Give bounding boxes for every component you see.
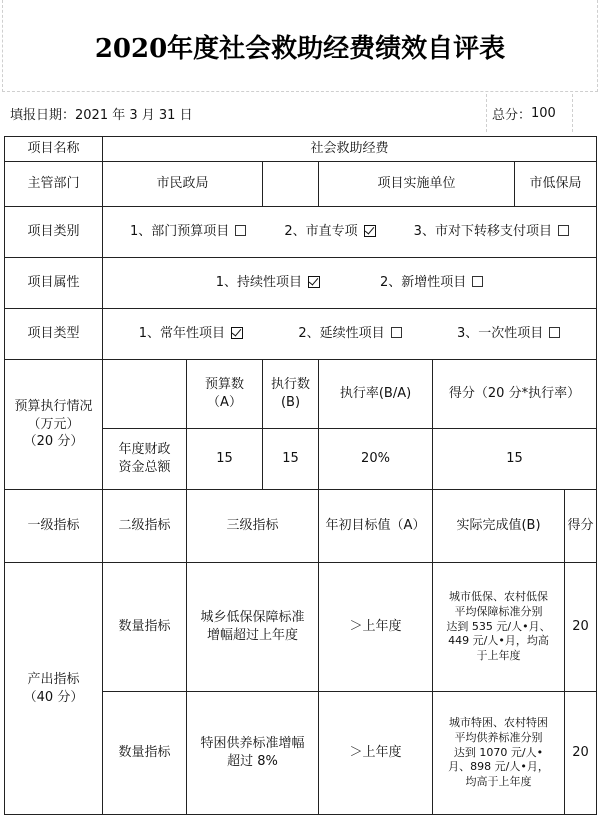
budget-label: 预算执行情况 （万元） （20 分） bbox=[5, 360, 103, 490]
table-row bbox=[5, 563, 597, 692]
target-cell: ＞上年度 bbox=[319, 692, 433, 815]
level3-cell: 城乡低保保障标准 增幅超过上年度 bbox=[187, 563, 319, 692]
actual-cell: 城市低保、农村低保 平均保障标准分别 达到 535 元/人•月、 449 元/人•月，均高 于上年度 bbox=[433, 563, 565, 692]
rate-value: 20% bbox=[319, 429, 433, 490]
budget-col-exec: 执行数 (B) bbox=[263, 360, 319, 429]
level3-cell: 特困供养标准增幅 超过 8% bbox=[187, 692, 319, 815]
page-title: 2020年度社会救助经费绩效自评表 bbox=[94, 33, 506, 64]
type-label: 项目类型 bbox=[5, 309, 103, 360]
budget-blank bbox=[103, 360, 187, 429]
impl-value: 市低保局 bbox=[515, 162, 597, 207]
dept-blank bbox=[263, 162, 319, 207]
level2-cell: 数量指标 bbox=[103, 563, 187, 692]
meta-divider-right bbox=[572, 94, 573, 132]
impl-label: 项目实施单位 bbox=[319, 162, 515, 207]
score-cell: 20 bbox=[565, 563, 597, 692]
checkbox-icon bbox=[549, 327, 560, 338]
fill-date bbox=[10, 94, 193, 132]
category-options bbox=[103, 207, 597, 258]
category-label: 项目类别 bbox=[5, 207, 103, 258]
project-name-value: 社会救助经费 bbox=[103, 137, 597, 162]
type-row bbox=[5, 309, 597, 360]
category-option-3[interactable]: 3、市对下转移支付项目 bbox=[414, 223, 569, 241]
dept-label: 主管部门 bbox=[5, 162, 103, 207]
score-cell: 20 bbox=[565, 692, 597, 815]
type-options bbox=[103, 309, 597, 360]
type-option-1[interactable]: 1、常年性项目 bbox=[139, 325, 243, 343]
checkbox-icon bbox=[391, 327, 402, 338]
category-option-1[interactable]: 1、部门预算项目 bbox=[130, 223, 246, 241]
category-option-2[interactable]: 2、市直专项 bbox=[284, 223, 375, 241]
checkbox-checked-icon bbox=[364, 225, 376, 237]
attribute-label: 项目属性 bbox=[5, 258, 103, 309]
checkbox-icon bbox=[235, 225, 246, 236]
total-score bbox=[492, 94, 556, 132]
budget-col-score: 得分（20 分*执行率） bbox=[433, 360, 597, 429]
budget-header-row bbox=[5, 360, 597, 429]
department-row bbox=[5, 162, 597, 207]
header-score: 得分 bbox=[565, 490, 597, 563]
header-target: 年初目标值（A） bbox=[319, 490, 433, 563]
checkbox-checked-icon bbox=[308, 276, 320, 288]
header-actual: 实际完成值(B) bbox=[433, 490, 565, 563]
project-name-label: 项目名称 bbox=[5, 137, 103, 162]
header-level3: 三级指标 bbox=[187, 490, 319, 563]
target-cell: ＞上年度 bbox=[319, 563, 433, 692]
meta-divider bbox=[486, 94, 487, 132]
actual-cell: 城市特困、农村特困 平均供养标准分别 达到 1070 元/人• 月、898 元/人•月， 均高于上年度 bbox=[433, 692, 565, 815]
category-row bbox=[5, 207, 597, 258]
score-value: 15 bbox=[433, 429, 597, 490]
budget-col-budget: 预算数 （A） bbox=[187, 360, 263, 429]
attribute-options bbox=[103, 258, 597, 309]
level2-cell: 数量指标 bbox=[103, 692, 187, 815]
total-score-label: 总分： bbox=[492, 107, 532, 123]
attribute-option-2[interactable]: 2、新增性项目 bbox=[380, 274, 483, 292]
output-indicator-label: 产出指标 （40 分） bbox=[5, 563, 103, 815]
attribute-row bbox=[5, 258, 597, 309]
checkbox-checked-icon bbox=[231, 327, 243, 339]
indicator-header-row bbox=[5, 490, 597, 563]
project-name-row bbox=[5, 137, 597, 162]
budget-value: 15 bbox=[187, 429, 263, 490]
budget-row-label: 年度财政 资金总额 bbox=[103, 429, 187, 490]
type-option-2[interactable]: 2、延续性项目 bbox=[298, 325, 401, 343]
dept-value: 市民政局 bbox=[103, 162, 263, 207]
header-level2: 二级指标 bbox=[103, 490, 187, 563]
header-level1: 一级指标 bbox=[5, 490, 103, 563]
budget-col-rate: 执行率(B/A) bbox=[319, 360, 433, 429]
evaluation-table bbox=[4, 136, 597, 815]
checkbox-icon bbox=[472, 276, 483, 287]
total-score-value: 100 bbox=[531, 105, 556, 121]
type-option-3[interactable]: 3、一次性项目 bbox=[457, 325, 560, 343]
fill-date-label: 填报日期： bbox=[10, 107, 76, 123]
checkbox-icon bbox=[558, 225, 569, 236]
exec-value: 15 bbox=[263, 429, 319, 490]
attribute-option-1[interactable]: 1、持续性项目 bbox=[216, 274, 320, 292]
fill-date-value: 2021 年 3 月 31 日 bbox=[75, 107, 193, 123]
